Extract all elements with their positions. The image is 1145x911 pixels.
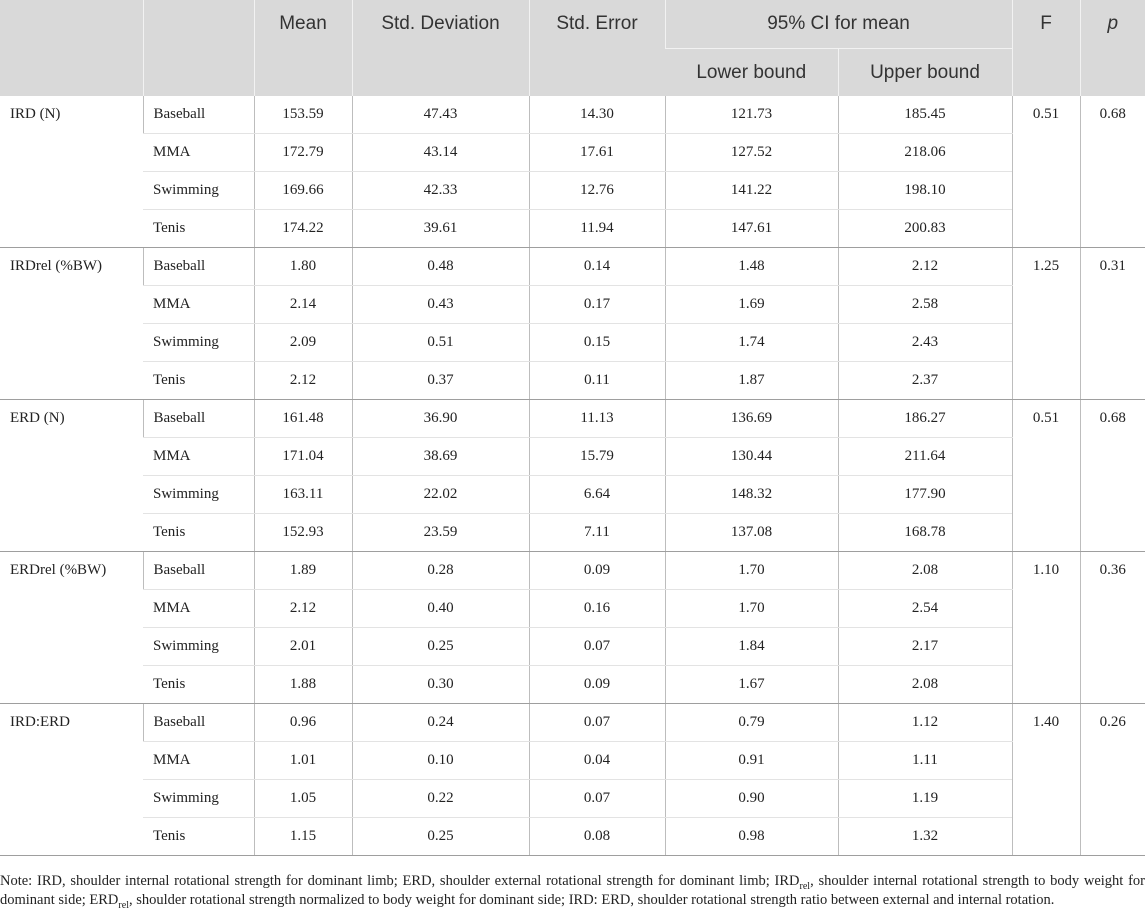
cell-se: 0.16 (529, 590, 665, 628)
cell-sd: 0.10 (352, 742, 529, 780)
cell-upper: 177.90 (838, 476, 1012, 514)
cell-sd: 0.30 (352, 666, 529, 704)
cell-sd: 0.24 (352, 704, 529, 742)
cell-se: 0.08 (529, 818, 665, 856)
table-row (0, 552, 1145, 590)
table-row (0, 172, 1145, 210)
cell-mean: 172.79 (254, 134, 352, 172)
table-row (0, 324, 1145, 362)
cell-upper: 2.08 (838, 552, 1012, 590)
group-label: Baseball (143, 248, 254, 286)
cell-p: 0.26 (1080, 704, 1145, 856)
group-label: MMA (143, 590, 254, 628)
note-text-2: , shoulder internal rotational strength to body weight for dominant side; ERD (0, 873, 1145, 908)
cell-lower: 0.98 (665, 818, 838, 856)
cell-lower: 121.73 (665, 96, 838, 134)
header-se: Std. Error (529, 0, 665, 96)
cell-upper: 2.43 (838, 324, 1012, 362)
cell-mean: 1.05 (254, 780, 352, 818)
cell-f: 0.51 (1012, 96, 1080, 248)
cell-sd: 39.61 (352, 210, 529, 248)
cell-sd: 23.59 (352, 514, 529, 552)
cell-sd: 0.22 (352, 780, 529, 818)
cell-upper: 2.54 (838, 590, 1012, 628)
cell-se: 11.13 (529, 400, 665, 438)
cell-upper: 2.08 (838, 666, 1012, 704)
note-sub-1: rel (799, 880, 811, 892)
cell-lower: 0.79 (665, 704, 838, 742)
variable-label: IRD:ERD (0, 704, 143, 856)
cell-sd: 36.90 (352, 400, 529, 438)
header-lower-bound: Lower bound (665, 49, 838, 97)
cell-mean: 1.15 (254, 818, 352, 856)
cell-se: 15.79 (529, 438, 665, 476)
table-row (0, 362, 1145, 400)
group-label: MMA (143, 742, 254, 780)
group-label: Swimming (143, 324, 254, 362)
cell-lower: 141.22 (665, 172, 838, 210)
group-label: MMA (143, 134, 254, 172)
cell-mean: 161.48 (254, 400, 352, 438)
cell-upper: 1.11 (838, 742, 1012, 780)
cell-lower: 130.44 (665, 438, 838, 476)
table-row (0, 590, 1145, 628)
group-label: Baseball (143, 552, 254, 590)
table-row (0, 742, 1145, 780)
cell-lower: 1.70 (665, 590, 838, 628)
cell-f: 0.51 (1012, 400, 1080, 552)
variable-label: IRD (N) (0, 96, 143, 248)
cell-mean: 1.01 (254, 742, 352, 780)
variable-label: IRDrel (%BW) (0, 248, 143, 400)
note-text-3: , shoulder rotational strength normalized to body weight for dominant side; IRD: ERD, shoulder rotational strength ratio between external and internal rotation. (128, 892, 1055, 908)
cell-upper: 200.83 (838, 210, 1012, 248)
cell-se: 0.07 (529, 704, 665, 742)
cell-sd: 0.43 (352, 286, 529, 324)
cell-f: 1.40 (1012, 704, 1080, 856)
cell-lower: 1.87 (665, 362, 838, 400)
cell-upper: 211.64 (838, 438, 1012, 476)
cell-p: 0.36 (1080, 552, 1145, 704)
cell-lower: 1.67 (665, 666, 838, 704)
cell-se: 12.76 (529, 172, 665, 210)
cell-p: 0.31 (1080, 248, 1145, 400)
cell-sd: 0.48 (352, 248, 529, 286)
table-row (0, 818, 1145, 856)
cell-lower: 1.74 (665, 324, 838, 362)
cell-mean: 1.89 (254, 552, 352, 590)
cell-upper: 2.17 (838, 628, 1012, 666)
header-p: p (1080, 0, 1145, 96)
cell-lower: 0.91 (665, 742, 838, 780)
cell-lower: 1.84 (665, 628, 838, 666)
cell-lower: 136.69 (665, 400, 838, 438)
cell-lower: 1.69 (665, 286, 838, 324)
header-mean: Mean (254, 0, 352, 96)
cell-mean: 2.14 (254, 286, 352, 324)
table-row (0, 514, 1145, 552)
table-row (0, 780, 1145, 818)
header-upper-bound: Upper bound (838, 49, 1012, 97)
table-header (0, 0, 1145, 96)
group-label: Baseball (143, 400, 254, 438)
cell-mean: 163.11 (254, 476, 352, 514)
group-label: Tenis (143, 818, 254, 856)
variable-label: ERDrel (%BW) (0, 552, 143, 704)
group-label: Tenis (143, 514, 254, 552)
cell-upper: 1.12 (838, 704, 1012, 742)
table-row (0, 210, 1145, 248)
cell-se: 0.11 (529, 362, 665, 400)
cell-mean: 2.12 (254, 362, 352, 400)
cell-mean: 171.04 (254, 438, 352, 476)
table-row (0, 248, 1145, 286)
cell-mean: 1.80 (254, 248, 352, 286)
table-row (0, 286, 1145, 324)
cell-sd: 43.14 (352, 134, 529, 172)
table-note (0, 872, 1145, 910)
cell-sd: 42.33 (352, 172, 529, 210)
cell-upper: 198.10 (838, 172, 1012, 210)
group-label: Tenis (143, 362, 254, 400)
group-label: Swimming (143, 780, 254, 818)
cell-lower: 1.70 (665, 552, 838, 590)
table-row (0, 400, 1145, 438)
cell-se: 14.30 (529, 96, 665, 134)
cell-upper: 218.06 (838, 134, 1012, 172)
cell-upper: 1.19 (838, 780, 1012, 818)
group-label: Tenis (143, 666, 254, 704)
cell-upper: 2.37 (838, 362, 1012, 400)
cell-sd: 0.37 (352, 362, 529, 400)
variable-label: ERD (N) (0, 400, 143, 552)
header-ci: 95% CI for mean (665, 0, 1012, 49)
cell-se: 0.17 (529, 286, 665, 324)
cell-se: 6.64 (529, 476, 665, 514)
cell-mean: 174.22 (254, 210, 352, 248)
group-label: Baseball (143, 704, 254, 742)
table-row (0, 134, 1145, 172)
cell-f: 1.25 (1012, 248, 1080, 400)
table-body (0, 96, 1145, 856)
group-label: Swimming (143, 628, 254, 666)
cell-upper: 2.12 (838, 248, 1012, 286)
cell-se: 0.15 (529, 324, 665, 362)
table-row (0, 438, 1145, 476)
cell-mean: 169.66 (254, 172, 352, 210)
cell-se: 17.61 (529, 134, 665, 172)
cell-upper: 185.45 (838, 96, 1012, 134)
cell-sd: 0.40 (352, 590, 529, 628)
cell-p: 0.68 (1080, 96, 1145, 248)
cell-mean: 152.93 (254, 514, 352, 552)
table-row (0, 628, 1145, 666)
group-label: Baseball (143, 96, 254, 134)
cell-se: 0.04 (529, 742, 665, 780)
cell-lower: 1.48 (665, 248, 838, 286)
header-sd: Std. Deviation (352, 0, 529, 96)
cell-sd: 38.69 (352, 438, 529, 476)
cell-sd: 0.28 (352, 552, 529, 590)
cell-upper: 186.27 (838, 400, 1012, 438)
cell-lower: 137.08 (665, 514, 838, 552)
cell-sd: 22.02 (352, 476, 529, 514)
cell-sd: 0.25 (352, 818, 529, 856)
cell-mean: 2.01 (254, 628, 352, 666)
cell-mean: 0.96 (254, 704, 352, 742)
cell-sd: 47.43 (352, 96, 529, 134)
note-sub-2: rel (118, 899, 129, 911)
cell-se: 0.09 (529, 666, 665, 704)
group-label: Swimming (143, 476, 254, 514)
cell-lower: 148.32 (665, 476, 838, 514)
cell-lower: 147.61 (665, 210, 838, 248)
cell-se: 0.07 (529, 628, 665, 666)
table-row (0, 96, 1145, 134)
cell-upper: 168.78 (838, 514, 1012, 552)
cell-se: 0.14 (529, 248, 665, 286)
cell-lower: 0.90 (665, 780, 838, 818)
cell-se: 7.11 (529, 514, 665, 552)
cell-upper: 1.32 (838, 818, 1012, 856)
cell-f: 1.10 (1012, 552, 1080, 704)
group-label: MMA (143, 286, 254, 324)
header-f: F (1012, 0, 1080, 96)
cell-se: 0.07 (529, 780, 665, 818)
cell-se: 11.94 (529, 210, 665, 248)
group-label: MMA (143, 438, 254, 476)
cell-upper: 2.58 (838, 286, 1012, 324)
cell-lower: 127.52 (665, 134, 838, 172)
table-row (0, 666, 1145, 704)
header-blank-variable (0, 0, 143, 96)
cell-sd: 0.51 (352, 324, 529, 362)
cell-se: 0.09 (529, 552, 665, 590)
header-blank-group (143, 0, 254, 96)
table-row (0, 704, 1145, 742)
cell-mean: 153.59 (254, 96, 352, 134)
group-label: Swimming (143, 172, 254, 210)
cell-mean: 2.12 (254, 590, 352, 628)
cell-sd: 0.25 (352, 628, 529, 666)
cell-p: 0.68 (1080, 400, 1145, 552)
group-label: Tenis (143, 210, 254, 248)
cell-mean: 1.88 (254, 666, 352, 704)
table-row (0, 476, 1145, 514)
cell-mean: 2.09 (254, 324, 352, 362)
note-text-1: Note: IRD, shoulder internal rotational strength for dominant limb; ERD, shoulder external rotational strength for dominant limb; IRD (0, 873, 800, 889)
